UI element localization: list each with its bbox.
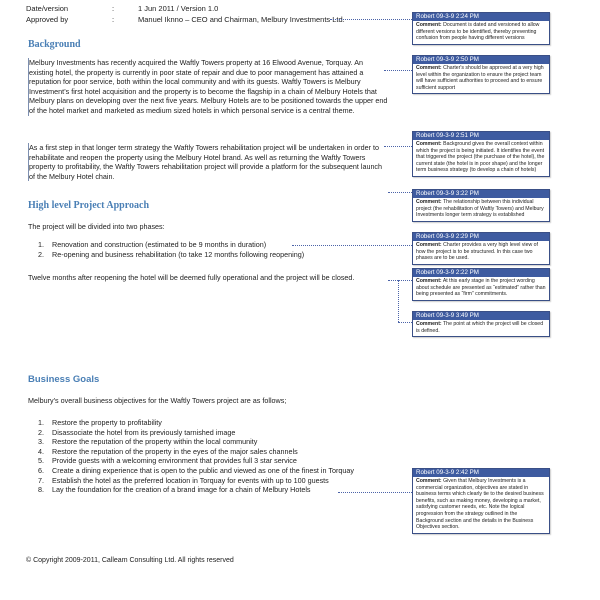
list-item: 6. Create a dining experience that is open to the public and viewed as one of the finest in Torquay bbox=[46, 466, 426, 476]
comment-balloon[interactable] bbox=[412, 468, 550, 534]
colon: : bbox=[112, 4, 115, 13]
comment-text: Document is dated and versioned to allow different versions to be identified, thereby preventing confusion from people having different versions bbox=[416, 22, 540, 42]
comment-body bbox=[413, 277, 549, 300]
comment-body bbox=[413, 198, 549, 221]
comment-balloon[interactable] bbox=[412, 55, 550, 94]
goals-intro bbox=[28, 396, 398, 406]
comment-balloon[interactable] bbox=[412, 131, 550, 177]
comment-body bbox=[413, 320, 549, 336]
list-item: 7. Establish the hotel as the preferred location in Torquay for events with up to 100 guests bbox=[46, 476, 426, 486]
phases-list bbox=[26, 240, 406, 259]
goals-intro-text: Melbury’s overall business objectives for the Waftly Towers project are as follows; bbox=[28, 396, 287, 405]
approach-closing bbox=[28, 273, 398, 283]
comment-text: Charter's should be approved at a very high level within the organization to ensure the project team will have sufficient authorities to proceed and to ensure sufficient support bbox=[416, 65, 544, 91]
list-item: 3. Restore the reputation of the property within the local community bbox=[46, 437, 426, 447]
comment-connector bbox=[398, 322, 412, 323]
comment-balloon[interactable] bbox=[412, 12, 550, 45]
background-heading: Background bbox=[28, 39, 81, 50]
comment-body bbox=[413, 477, 549, 533]
approach-intro-text: The project will be divided into two phases: bbox=[28, 222, 165, 231]
comment-balloon[interactable] bbox=[412, 311, 550, 337]
approach-intro bbox=[28, 222, 388, 232]
comment-text: Charter provides a very high level view of how the project is to be structured. In this case two phases are to be used. bbox=[416, 242, 538, 262]
background-paragraph-2 bbox=[28, 143, 388, 181]
comment-text: Given that Melbury Investments is a commercial organization, objectives are stated in business terms which clearly tie to the desired business benefits, such as making money, developing a market, satisfying customer needs, etc. Note the logical progression from the strategy outlined in the Background section and the details in the Business Objectives section. bbox=[416, 478, 544, 531]
comment-author-time: Robert 09-3-9 2:51 PM bbox=[413, 132, 549, 140]
date-version-value: 1 Jun 2011 / Version 1.0 bbox=[138, 4, 219, 13]
comment-label: Comment: bbox=[416, 65, 442, 71]
comment-label: Comment: bbox=[416, 141, 442, 147]
comment-label: Comment: bbox=[416, 199, 442, 205]
date-version-label: Date/version bbox=[26, 4, 69, 13]
approved-by-label: Approved by bbox=[26, 15, 69, 24]
background-paragraph-1 bbox=[28, 58, 388, 116]
comment-author-time: Robert 09-3-9 3:22 PM bbox=[413, 190, 549, 198]
approach-heading: High level Project Approach bbox=[28, 200, 150, 211]
comment-connector bbox=[388, 192, 412, 193]
copyright-footer: © Copyright 2009-2011, Calleam Consulting Ltd. All rights reserved bbox=[26, 557, 234, 564]
comment-author-time: Robert 09-3-9 2:50 PM bbox=[413, 56, 549, 64]
comment-author-time: Robert 09-3-9 2:22 PM bbox=[413, 269, 549, 277]
comment-connector bbox=[292, 245, 412, 246]
comment-body bbox=[413, 21, 549, 44]
comment-balloon[interactable] bbox=[412, 268, 550, 301]
approved-by-value: Manuel Iknno – CEO and Chairman, Melbury Investments Ltd. bbox=[138, 15, 345, 24]
list-item: 1. Restore the property to profitability bbox=[46, 418, 426, 428]
comment-text: The relationship between this individual project (the rehabilitation of Waftly Towers) and Melbury Investments longer term strategy is established bbox=[416, 199, 544, 219]
background-text-1: Melbury Investments has recently acquired the Waftly Towers property at 16 Elwood Avenue, Torquay. An existing hotel, the property is currently in poor state of repair and due to poor management has attained a reputation for poor service, both within the local community and with its guests. Waftly Towers is Melbury Investment’s first hotel acquisition and the property is to become the flagship in a chain of Melbury Hotels that Melbury plans on developing over the next five years. Melbury Hotels are to be positioned towards the upper end of the hotel market and marketed as medium sized hotels in which personal service is a central theme. bbox=[29, 58, 388, 115]
comment-label: Comment: bbox=[416, 321, 442, 327]
document-metadata bbox=[26, 4, 406, 26]
list-item: 4. Restore the reputation of the property in the eyes of the major sales channels bbox=[46, 447, 426, 457]
list-item: 2. Disassociate the hotel from its previously tarnished image bbox=[46, 428, 426, 438]
comment-balloon[interactable] bbox=[412, 189, 550, 222]
comment-connector bbox=[330, 19, 412, 20]
comment-connector bbox=[384, 70, 412, 71]
comment-text: Background gives the overall context within which the project is being initiated. It identifies the event that triggered the project (the purchase of the hotel), the current state (the hotel is in poor shape) and the longer term business strategy (to develop a chain of hotels) bbox=[416, 141, 545, 174]
comment-label: Comment: bbox=[416, 22, 442, 28]
comment-text: The point at which the project will be closed is defined. bbox=[416, 321, 544, 334]
comment-connector bbox=[384, 146, 412, 147]
list-item: 5. Provide guests with a welcoming environment that provides full 3 star service bbox=[46, 456, 426, 466]
goals-list bbox=[26, 418, 426, 495]
comment-author-time: Robert 09-3-9 3:49 PM bbox=[413, 312, 549, 320]
comment-connector bbox=[388, 280, 412, 281]
comment-author-time: Robert 09-3-9 2:29 PM bbox=[413, 233, 549, 241]
colon: : bbox=[112, 15, 115, 24]
comment-body bbox=[413, 140, 549, 176]
comment-label: Comment: bbox=[416, 278, 442, 284]
comment-balloon[interactable] bbox=[412, 232, 550, 265]
list-item: 1. Renovation and construction (estimated to be 9 months in duration) bbox=[46, 240, 406, 250]
list-item: 2. Re-opening and business rehabilitation (to take 12 months following reopening) bbox=[46, 250, 406, 260]
comment-label: Comment: bbox=[416, 242, 442, 248]
comment-connector bbox=[338, 492, 412, 493]
comment-author-time: Robert 09-3-9 2:24 PM bbox=[413, 13, 549, 21]
background-text-2: As a first step in that longer term strategy the Waftly Towers rehabilitation project will be undertaken in order to rehabilitate and reopen the property using the Melbury Hotel brand. As well as returning the Waftly Towers property to profitability, the Waftly Towers rehabilitation project will provide a platform for the subsequent launch of the Melbury Hotel chain. bbox=[28, 143, 388, 181]
comment-author-time: Robert 09-3-9 2:42 PM bbox=[413, 469, 549, 477]
business-goals-heading: Business Goals bbox=[28, 374, 100, 385]
approach-closing-text: Twelve months after reopening the hotel will be deemed fully operational and the project will be closed. bbox=[28, 273, 355, 282]
comment-body bbox=[413, 64, 549, 93]
comment-text: At this early stage in the project wording about schedule are presented as “estimated” rather than being presented as “firm” commitments. bbox=[416, 278, 546, 298]
comment-label: Comment: bbox=[416, 478, 442, 484]
comment-connector bbox=[398, 280, 399, 322]
comment-body bbox=[413, 241, 549, 264]
list-item: 8. Lay the foundation for the creation of a brand image for a chain of Melbury Hotels bbox=[46, 485, 426, 495]
